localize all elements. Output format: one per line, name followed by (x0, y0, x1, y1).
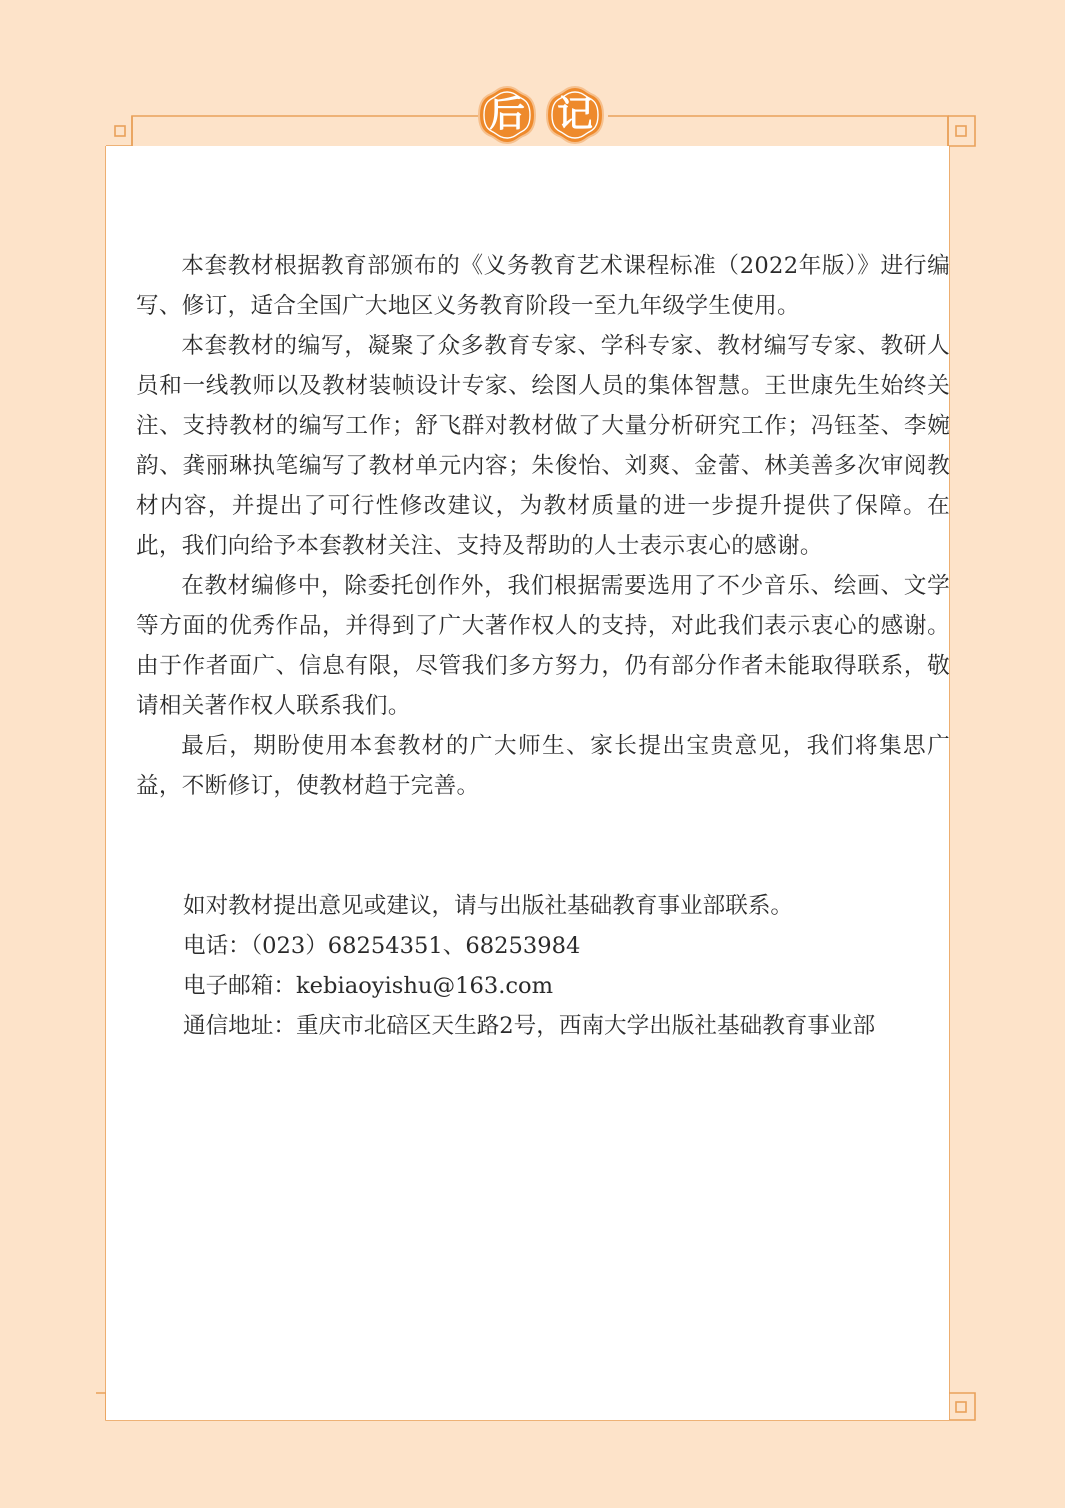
afterword-body (136, 246, 950, 806)
paragraph-1: 本套教材根据教育部颁布的《义务教育艺术课程标准（2022年版）》进行编写、修订，适合全国广大地区义务教育阶段一至九年级学生使用。 (136, 253, 950, 319)
contact-address: 通信地址：重庆市北碚区天生路2号，西南大学出版社基础教育事业部 (183, 1013, 876, 1039)
title-char-2: 记 (556, 94, 593, 135)
title-badge-1 (478, 86, 536, 144)
title-badge-2 (546, 86, 604, 144)
contact-phone: 电话：（023）68254351、68253984 (183, 933, 581, 959)
paragraph-4: 最后，期盼使用本套教材的广大师生、家长提出宝贵意见，我们将集思广益，不断修订，使教材趋于完善。 (136, 733, 950, 799)
contact-email: 电子邮箱：kebiaoyishu@163.com (183, 973, 554, 999)
contact-intro: 如对教材提出意见或建议，请与出版社基础教育事业部联系。 (183, 893, 794, 919)
paragraph-3: 在教材编修中，除委托创作外，我们根据需要选用了不少音乐、绘画、文学等方面的优秀作品，并得到了广大著作权人的支持，对此我们表示衷心的感谢。由于作者面广、信息有限，尽管我们多方努力，仍有部分作者未能取得联系，敬请相关著作权人联系我们。 (136, 573, 950, 719)
contact-info (183, 886, 963, 1046)
paragraph-2: 本套教材的编写，凝聚了众多教育专家、学科专家、教材编写专家、教研人员和一线教师以及教材装帧设计专家、绘图人员的集体智慧。王世康先生始终关注、支持教材的编写工作；舒飞群对教材做了大量分析研究工作；冯钰荃、李婉韵、龚丽琳执笔编写了教材单元内容；朱俊怡、刘爽、金蕾、林美善多次审阅教材内容，并提出了可行性修改建议，为教材质量的进一步提升提供了保障。在此，我们向给予本套教材关注、支持及帮助的人士表示衷心的感谢。 (136, 333, 950, 559)
title-char-1: 后 (488, 94, 525, 135)
page-title (478, 86, 608, 146)
